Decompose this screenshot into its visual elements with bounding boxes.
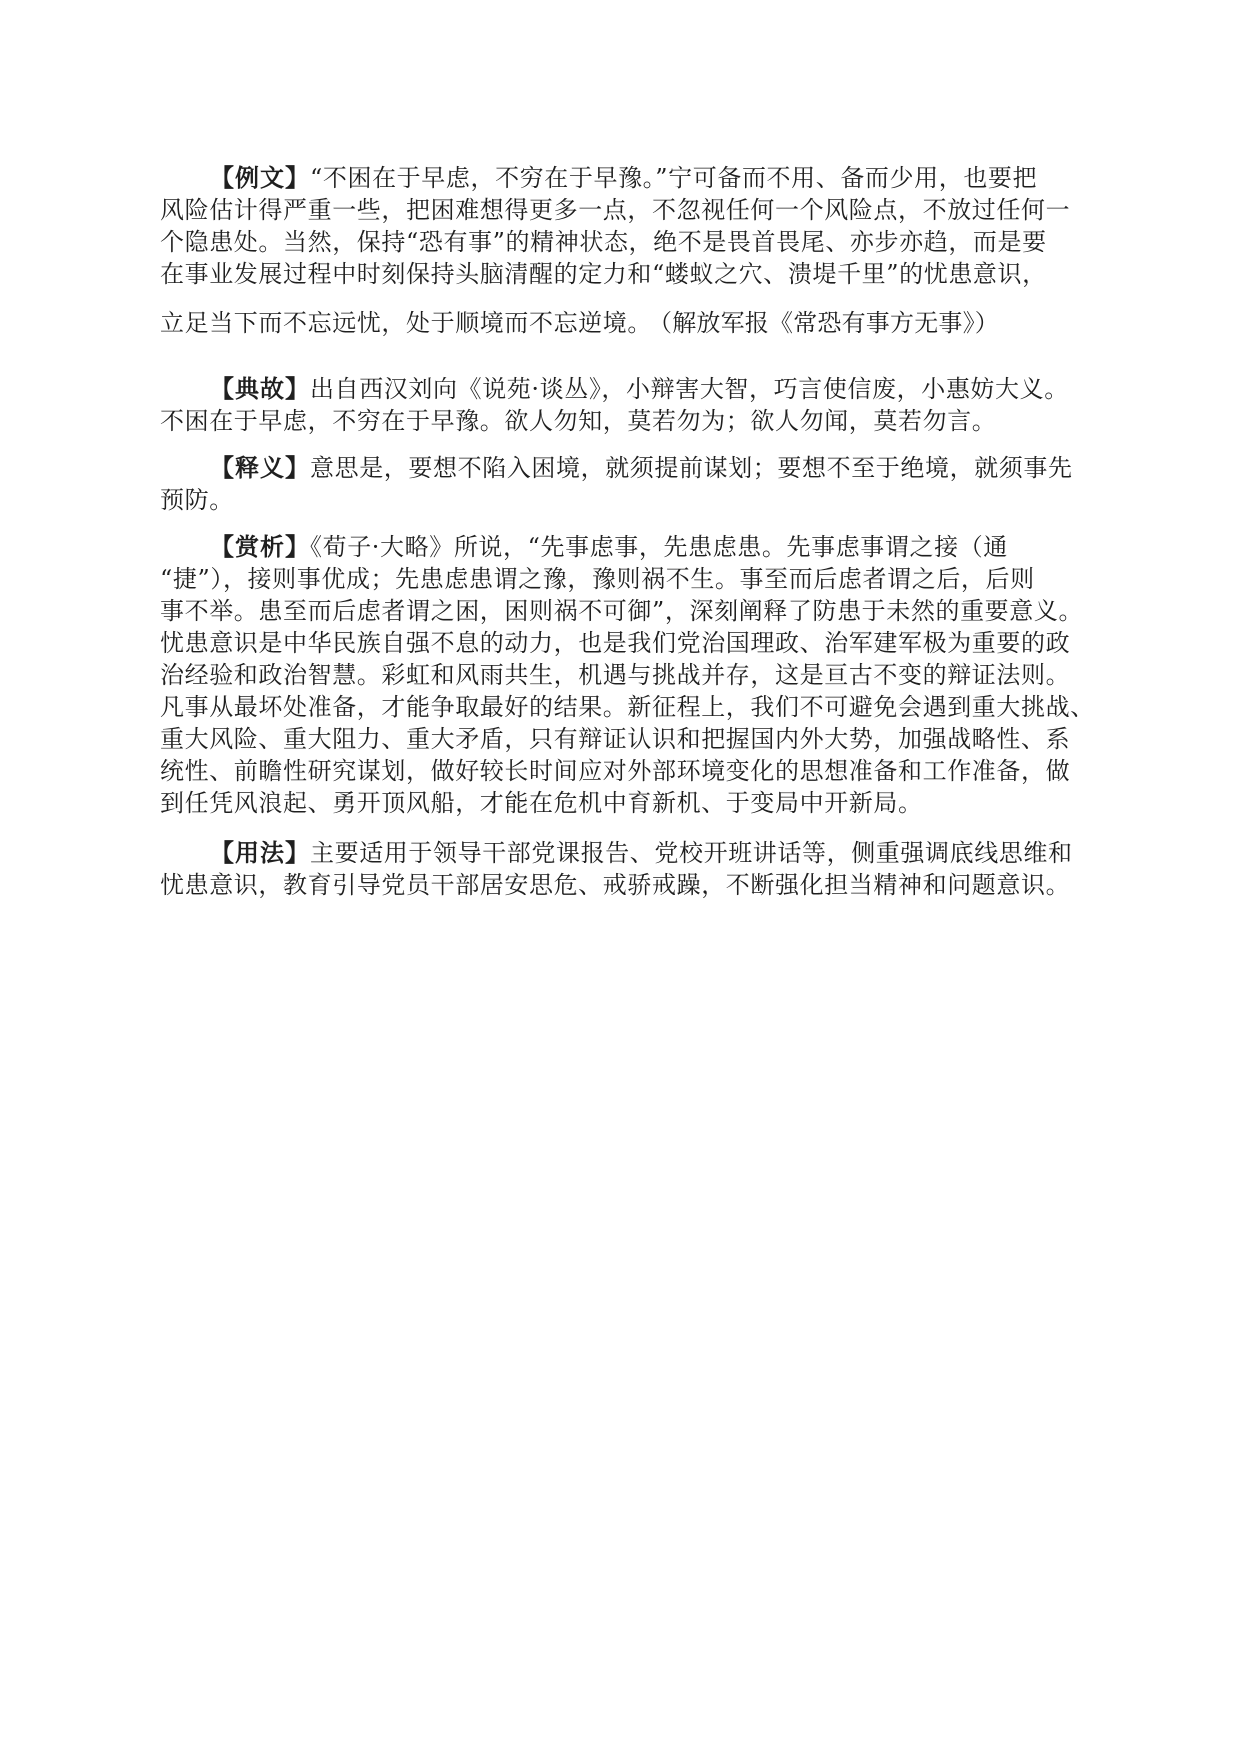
usage-text-1: 主要适用于领导干部党课报告、党校开班讲话等，侧重强调底线思维和 — [310, 839, 1073, 867]
analysis-line-8: 统性、前瞻性研究谋划，做好较长时间应对外部环境变化的思想准备和工作准备，做 — [160, 757, 1071, 785]
analysis-line-4: 忧患意识是中华民族自强不息的动力，也是我们党治国理政、治军建军极为重要的政 — [160, 629, 1071, 657]
example-paragraph — [160, 162, 1090, 339]
example-line-3: 个隐患处。当然，保持“恐有事”的精神状态，绝不是畏首畏尾、亦步亦趋，而是要 — [160, 228, 1047, 256]
meaning-paragraph — [160, 452, 1090, 516]
example-source: （解放军报《常恐有事方无事》） — [660, 309, 999, 337]
analysis-line-2: “捷”），接则事优成；先患虑患谓之豫，豫则祸不生。事至而后虑者谓之后，后则 — [160, 565, 1035, 593]
origin-label: 【典故】 — [210, 375, 310, 403]
usage-line-1 — [160, 837, 1090, 869]
usage-label: 【用法】 — [210, 839, 310, 867]
origin-line-1 — [160, 373, 1090, 405]
meaning-text-1: 意思是，要想不陷入困境，就须提前谋划；要想不至于绝境，就须事先 — [310, 454, 1073, 482]
origin-line-2: 不困在于早虑，不穷在于早豫。欲人勿知，莫若勿为；欲人勿闻，莫若勿言。 — [160, 407, 997, 435]
origin-paragraph — [160, 373, 1090, 437]
usage-paragraph — [160, 837, 1090, 901]
analysis-line-5: 治经验和政治智慧。彩虹和风雨共生，机遇与挑战并存，这是亘古不变的辩证法则。 — [160, 661, 1071, 689]
analysis-line-7: 重大风险、重大阻力、重大矛盾，只有辩证认识和把握国内外大势，加强战略性、系 — [160, 725, 1071, 753]
example-label: 【例文】 — [210, 164, 310, 192]
example-text-5: 立足当下而不忘远忧，处于顺境而不忘逆境。 — [160, 309, 652, 337]
analysis-label: 【赏析】 — [210, 533, 310, 561]
meaning-line-1 — [160, 452, 1090, 484]
meaning-label: 【释义】 — [210, 454, 310, 482]
usage-line-2: 忧患意识，教育引导党员干部居安思危、戒骄戒躁，不断强化担当精神和问题意识。 — [160, 871, 1071, 899]
analysis-line-6: 凡事从最坏处准备，才能争取最好的结果。新征程上，我们不可避免会遇到重大挑战、 — [160, 693, 1095, 721]
analysis-line-9: 到任凭风浪起、勇开顶风船，才能在危机中育新机、于变局中开新局。 — [160, 789, 923, 817]
example-line-1 — [160, 162, 1090, 194]
analysis-line-3: 事不举。患至而后虑者谓之困，困则祸不可御”，深刻阐释了防患于未然的重要意义。 — [160, 597, 1084, 625]
example-line-2: 风险估计得严重一些，把困难想得更多一点，不忽视任何一个风险点，不放过任何一 — [160, 196, 1071, 224]
example-line-4: 在事业发展过程中时刻保持头脑清醒的定力和“蝼蚁之穴、溃堤千里”的忧患意识， — [160, 260, 1047, 288]
analysis-line-1 — [160, 531, 1090, 563]
analysis-paragraph — [160, 531, 1095, 819]
origin-text-1: 出自西汉刘向《说苑·谈丛》，小辩害大智，巧言使信废，小惠妨大义。 — [310, 375, 1069, 403]
analysis-text-1: 《荀子·大略》所说，“先事虑事，先患虑患。先事虑事谓之接（通 — [310, 533, 1008, 561]
example-line-5 — [160, 307, 1090, 339]
meaning-line-2: 预防。 — [160, 486, 234, 514]
example-text-1: “不困在于早虑，不穷在于早豫。”宁可备而不用、备而少用，也要把 — [310, 164, 1038, 192]
